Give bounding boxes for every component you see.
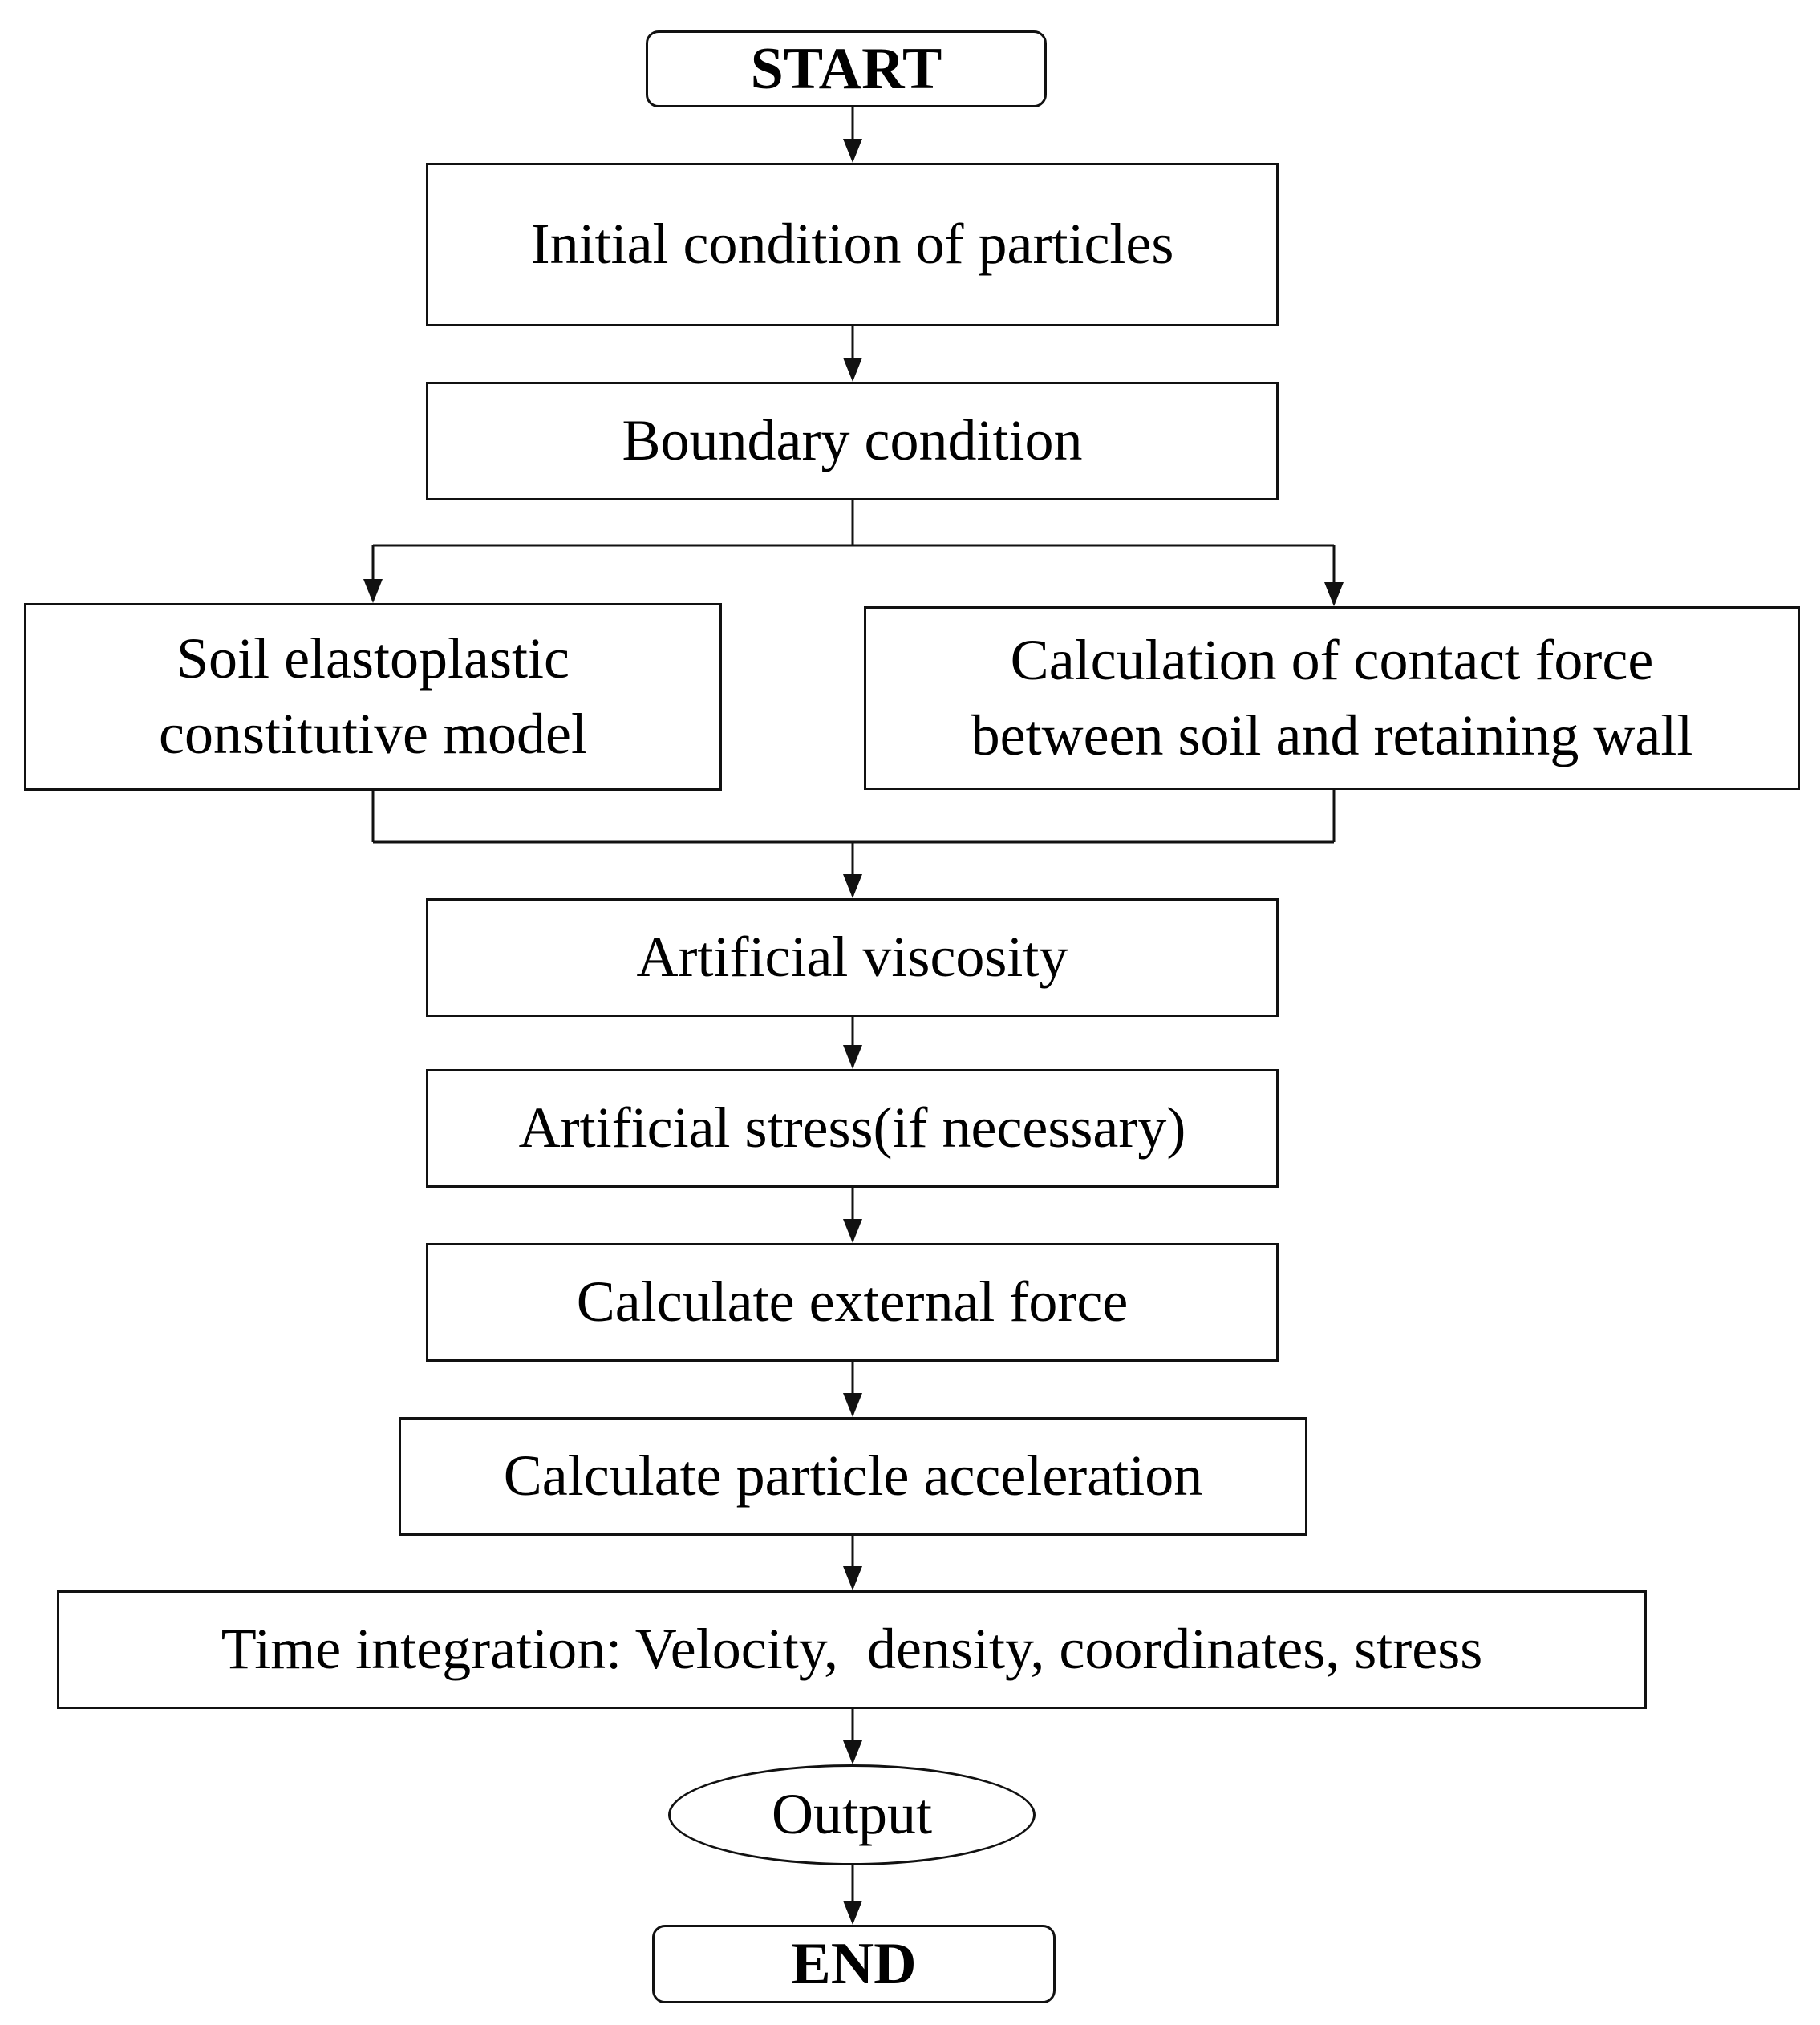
- boundary-condition-box: [426, 382, 1279, 500]
- end-label: END: [791, 1930, 917, 1997]
- output-label: Output: [771, 1782, 932, 1847]
- start-terminal: [646, 30, 1047, 107]
- soil-model-label: Soil elastoplastic constitutive model: [159, 626, 587, 766]
- external-force-box: [426, 1243, 1279, 1362]
- soil-model-box: [24, 603, 722, 791]
- contact-force-box: [864, 606, 1800, 790]
- contact-force-label: Calculation of contact force between soil and retaining wall: [971, 627, 1693, 767]
- initial-condition-box: [426, 163, 1279, 326]
- boundary-condition-label: Boundary condition: [622, 408, 1083, 473]
- start-label: START: [750, 35, 942, 102]
- particle-acceleration-label: Calculate particle acceleration: [503, 1444, 1203, 1509]
- output-ellipse: [668, 1764, 1036, 1865]
- artificial-stress-label: Artificial stress(if necessary): [518, 1096, 1186, 1160]
- time-integration-label: Time integration: Velocity, density, coordinates, stress: [221, 1617, 1483, 1682]
- artificial-stress-box: [426, 1069, 1279, 1188]
- artificial-viscosity-label: Artificial viscosity: [636, 925, 1068, 990]
- end-terminal: [652, 1925, 1056, 2003]
- particle-acceleration-box: [399, 1417, 1307, 1536]
- external-force-label: Calculate external force: [576, 1270, 1129, 1334]
- artificial-viscosity-box: [426, 898, 1279, 1017]
- time-integration-box: [57, 1590, 1647, 1709]
- initial-condition-label: Initial condition of particles: [530, 212, 1174, 277]
